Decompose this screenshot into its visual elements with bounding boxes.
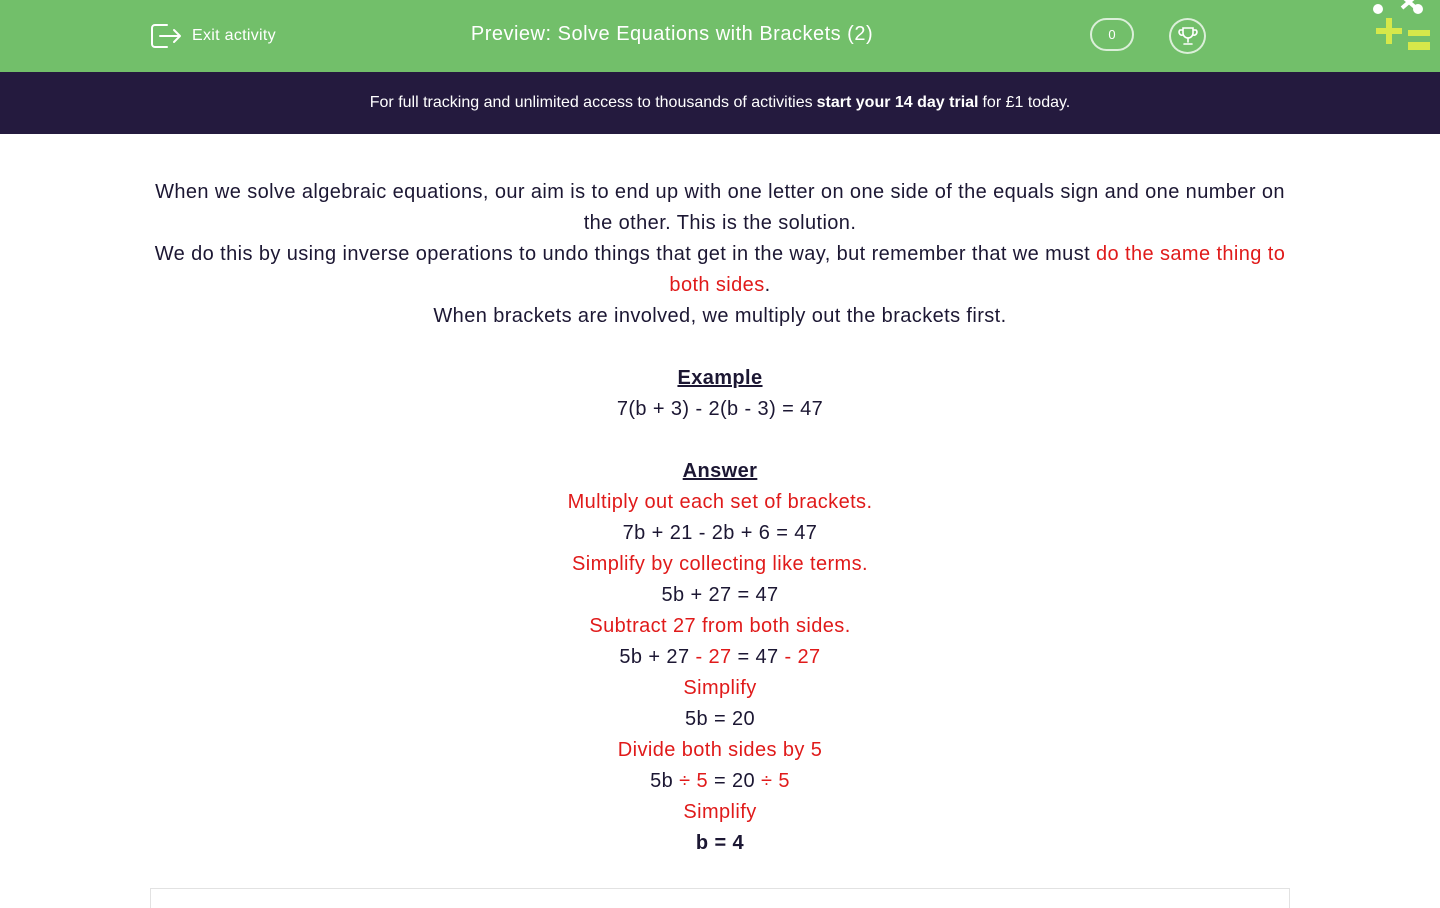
- answer-heading: Answer: [682, 460, 758, 482]
- score-badge: 0: [1090, 18, 1134, 51]
- step-5-eq-red-1: ÷ 5: [679, 770, 708, 792]
- example-heading: Example: [677, 367, 763, 389]
- final-answer: b = 4: [695, 832, 745, 854]
- step-3-note: Subtract 27 from both sides.: [589, 615, 851, 637]
- step-3-eq-part-2: = 47: [731, 646, 785, 668]
- step-5-eq-red-2: ÷ 5: [761, 770, 790, 792]
- banner-text: For full tracking and unlimited access to thousands of activities: [369, 94, 813, 111]
- top-bar: [0, 0, 1440, 72]
- intro-paragraph-1: When we solve algebraic equations, our aim is to end up with one letter on one side of the equals sign and one number on the other. This is the solution.: [155, 181, 1285, 234]
- intro-2-end: .: [764, 274, 771, 296]
- exit-icon: [149, 21, 183, 51]
- logo-icon: [1360, 0, 1440, 60]
- trial-banner: [0, 72, 1440, 134]
- step-3-eq-part-1: 5b + 27: [619, 646, 696, 668]
- banner-trial-link[interactable]: start your 14 day trial: [816, 94, 979, 111]
- intro-2-text: We do this by using inverse operations to undo things that get in the way, but remember that we must: [154, 243, 1097, 265]
- step-5-eq-part-2: = 20: [708, 770, 761, 792]
- page-title: Preview: Solve Equations with Brackets (2): [470, 23, 874, 45]
- step-5-note: Divide both sides by 5: [617, 739, 823, 761]
- lesson-content: [150, 177, 1290, 859]
- step-2-equation: 5b + 27 = 47: [661, 584, 779, 606]
- exit-activity-button[interactable]: [149, 20, 276, 52]
- example-equation: 7(b + 3) - 2(b - 3) = 47: [616, 398, 824, 420]
- step-5-eq-part-1: 5b: [650, 770, 680, 792]
- step-1-equation: 7b + 21 - 2b + 6 = 47: [622, 522, 818, 544]
- step-6-note: Simplify: [683, 801, 757, 823]
- step-3-equation: [150, 642, 1290, 673]
- question-card: [150, 888, 1290, 908]
- exit-activity-label: Exit activity: [192, 27, 276, 44]
- step-4-equation: 5b = 20: [684, 708, 756, 730]
- banner-text-end: for £1 today.: [982, 94, 1071, 111]
- intro-paragraph-2: [150, 239, 1290, 301]
- trophy-icon: [1177, 25, 1199, 47]
- step-3-eq-red-2: - 27: [784, 646, 821, 668]
- step-2-note: Simplify by collecting like terms.: [572, 553, 868, 575]
- intro-2-highlight: do the same thing to both sides: [669, 243, 1286, 296]
- trophy-button[interactable]: [1169, 18, 1206, 54]
- intro-paragraph-3: When brackets are involved, we multiply out the brackets first.: [433, 305, 1007, 327]
- step-3-eq-red-1: - 27: [695, 646, 732, 668]
- step-4-note: Simplify: [683, 677, 757, 699]
- step-1-note: Multiply out each set of brackets.: [567, 491, 873, 513]
- step-5-equation: [150, 766, 1290, 797]
